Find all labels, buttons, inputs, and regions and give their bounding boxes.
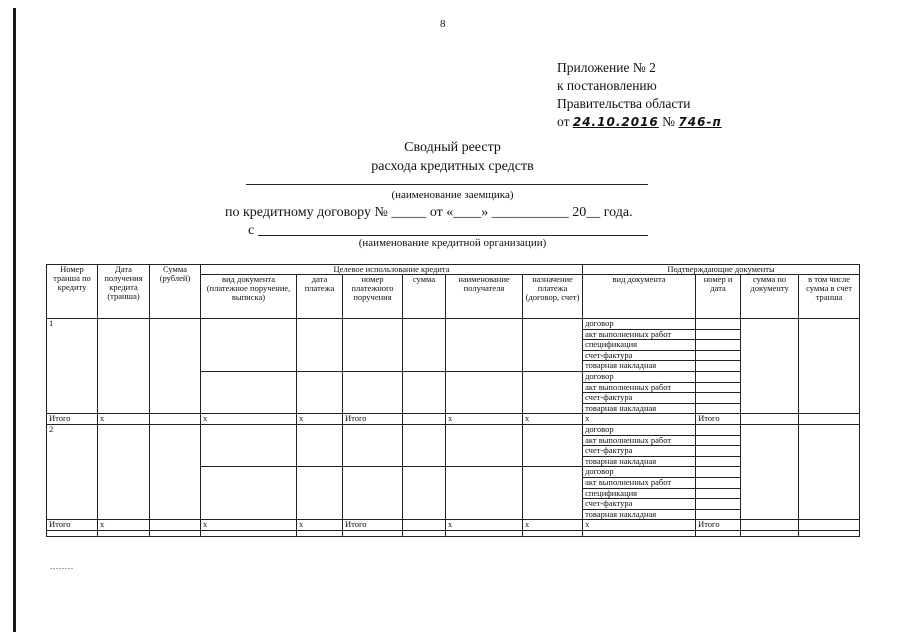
number-date-cell bbox=[696, 371, 741, 382]
payment-date-cell bbox=[297, 424, 343, 466]
number-date-cell bbox=[696, 488, 741, 499]
header-confirm-group: Подтверждающие документы bbox=[583, 265, 860, 275]
number-date-cell bbox=[696, 467, 741, 478]
number-date-cell bbox=[696, 393, 741, 404]
sum-cell bbox=[403, 467, 446, 520]
header-amount: Сумма (рублей) bbox=[150, 265, 201, 319]
number-date-cell bbox=[696, 509, 741, 520]
total-empty-cell bbox=[403, 520, 446, 531]
contract-line: по кредитному договору № _____ от «____» ___________ 20__ года. bbox=[225, 205, 633, 220]
header-number-date: номер и дата bbox=[696, 275, 741, 319]
number-date-cell bbox=[696, 424, 741, 435]
total-empty-cell bbox=[741, 520, 799, 531]
trailing-cell bbox=[150, 530, 201, 536]
binding-edge bbox=[13, 8, 16, 632]
number-date-cell bbox=[696, 361, 741, 372]
register-table bbox=[46, 264, 860, 537]
payment-order-cell bbox=[343, 319, 403, 372]
number-date-cell bbox=[696, 435, 741, 446]
payment-date-cell bbox=[297, 467, 343, 520]
confirm-doc-type-cell: счет-фактура bbox=[583, 350, 696, 361]
appendix-block bbox=[557, 59, 722, 131]
confirm-doc-type-cell: договор bbox=[583, 424, 696, 435]
payment-date-cell bbox=[297, 371, 343, 413]
trailing-cell bbox=[403, 530, 446, 536]
trailing-cell bbox=[696, 530, 741, 536]
page-number: 8 bbox=[440, 18, 446, 30]
doc-type-cell bbox=[201, 467, 297, 520]
total-x-cell: x bbox=[297, 414, 343, 425]
trailing-cell bbox=[47, 530, 98, 536]
recipient-cell bbox=[446, 424, 523, 466]
trailing-row bbox=[47, 530, 860, 536]
total-row bbox=[47, 520, 860, 531]
document-title-line2: расхода кредитных средств bbox=[371, 159, 534, 174]
table-row bbox=[47, 319, 860, 330]
number-date-cell bbox=[696, 350, 741, 361]
total-x-cell: x bbox=[201, 520, 297, 531]
total-x-cell: x bbox=[98, 520, 150, 531]
header-doc-type: вид документа (платежное поручение, выписка) bbox=[201, 275, 297, 319]
confirm-doc-type-cell: счет-фактура bbox=[583, 393, 696, 404]
purpose-cell bbox=[523, 467, 583, 520]
appendix-line1: Приложение № 2 bbox=[557, 60, 656, 75]
doc-type-cell bbox=[201, 319, 297, 372]
number-prefix: № bbox=[662, 114, 676, 129]
doc-type-cell bbox=[201, 371, 297, 413]
confirm-doc-type-cell: договор bbox=[583, 319, 696, 330]
header-sum: сумма bbox=[403, 275, 446, 319]
amount-cell bbox=[150, 319, 201, 414]
total-subtotal-cell: Итого bbox=[696, 520, 741, 531]
credit-org-line bbox=[258, 235, 648, 236]
confirm-doc-type-cell: товарная накладная bbox=[583, 403, 696, 414]
total-empty-cell bbox=[150, 414, 201, 425]
confirm-doc-type-cell: акт выполненных работ bbox=[583, 435, 696, 446]
confirm-doc-type-cell: счет-фактура bbox=[583, 499, 696, 510]
credit-org-caption: (наименование кредитной организации) bbox=[358, 237, 547, 249]
header-incl-account: в том числе сумма в счет транша bbox=[799, 275, 860, 319]
trailing-cell bbox=[98, 530, 150, 536]
confirm-doc-type-cell: товарная накладная bbox=[583, 509, 696, 520]
purpose-cell bbox=[523, 424, 583, 466]
total-label-cell: Итого bbox=[47, 414, 98, 425]
recipient-cell bbox=[446, 371, 523, 413]
recipient-cell bbox=[446, 319, 523, 372]
total-x-cell: x bbox=[297, 520, 343, 531]
sum-cell bbox=[403, 319, 446, 372]
tranche-number-cell: 1 bbox=[47, 319, 98, 414]
number-date-cell bbox=[696, 446, 741, 457]
confirm-doc-type-cell: акт выполненных работ bbox=[583, 382, 696, 393]
appendix-date-line bbox=[557, 113, 722, 131]
date-prefix: от bbox=[557, 114, 570, 129]
number-date-cell bbox=[696, 329, 741, 340]
header-recipient-name: наименование получателя bbox=[446, 275, 523, 319]
total-empty-cell bbox=[741, 414, 799, 425]
header-tranche-number: Номер транша по кредиту bbox=[47, 265, 98, 319]
header-receipt-date: Дата получения кредита (транша) bbox=[98, 265, 150, 319]
confirm-doc-type-cell: договор bbox=[583, 467, 696, 478]
header-confirm-doc-type: вид документа bbox=[583, 275, 696, 319]
confirm-doc-type-cell: спецификация bbox=[583, 488, 696, 499]
total-x-cell: x bbox=[98, 414, 150, 425]
header-doc-amount: сумма по документу bbox=[741, 275, 799, 319]
payment-order-cell bbox=[343, 467, 403, 520]
with-prefix: с bbox=[248, 223, 255, 238]
total-subtotal-cell: Итого bbox=[343, 414, 403, 425]
confirm-doc-type-cell: товарная накладная bbox=[583, 456, 696, 467]
receipt-date-cell bbox=[98, 319, 150, 414]
total-label-cell: Итого bbox=[47, 520, 98, 531]
header-payment-date: дата платежа bbox=[297, 275, 343, 319]
doc-type-cell bbox=[201, 424, 297, 466]
trailing-cell bbox=[741, 530, 799, 536]
appendix-line3: Правительства области bbox=[557, 96, 691, 111]
handwritten-date: 24.10.2016 bbox=[572, 115, 659, 129]
header-purpose-group: Целевое использование кредита bbox=[201, 265, 583, 275]
total-x-cell: x bbox=[583, 414, 696, 425]
number-date-cell bbox=[696, 477, 741, 488]
number-date-cell bbox=[696, 456, 741, 467]
number-date-cell bbox=[696, 403, 741, 414]
sum-cell bbox=[403, 424, 446, 466]
incl-account-cell bbox=[799, 424, 860, 519]
amount-cell bbox=[150, 424, 201, 519]
purpose-cell bbox=[523, 371, 583, 413]
total-x-cell: x bbox=[583, 520, 696, 531]
trailing-cell bbox=[201, 530, 297, 536]
total-x-cell: x bbox=[523, 414, 583, 425]
trailing-cell bbox=[523, 530, 583, 536]
confirm-doc-type-cell: акт выполненных работ bbox=[583, 329, 696, 340]
payment-order-cell bbox=[343, 371, 403, 413]
recipient-cell bbox=[446, 467, 523, 520]
total-empty-cell bbox=[150, 520, 201, 531]
trailing-cell bbox=[799, 530, 860, 536]
borrower-name-line bbox=[246, 184, 648, 185]
confirm-doc-type-cell: акт выполненных работ bbox=[583, 477, 696, 488]
receipt-date-cell bbox=[98, 424, 150, 519]
trailing-dots: ........ bbox=[50, 562, 74, 571]
total-empty-cell bbox=[799, 520, 860, 531]
confirm-doc-type-cell: товарная накладная bbox=[583, 361, 696, 372]
total-x-cell: x bbox=[523, 520, 583, 531]
trailing-cell bbox=[446, 530, 523, 536]
appendix-line2: к постановлению bbox=[557, 78, 657, 93]
total-empty-cell bbox=[403, 414, 446, 425]
total-subtotal-cell: Итого bbox=[343, 520, 403, 531]
total-subtotal-cell: Итого bbox=[696, 414, 741, 425]
total-empty-cell bbox=[799, 414, 860, 425]
doc-amount-cell bbox=[741, 319, 799, 414]
header-payment-order-number: номер платежного поручения bbox=[343, 275, 403, 319]
trailing-cell bbox=[343, 530, 403, 536]
number-date-cell bbox=[696, 319, 741, 330]
number-date-cell bbox=[696, 340, 741, 351]
total-row bbox=[47, 414, 860, 425]
tranche-number-cell: 2 bbox=[47, 424, 98, 519]
incl-account-cell bbox=[799, 319, 860, 414]
sum-cell bbox=[403, 371, 446, 413]
header-payment-purpose: назначение платежа (договор, счет) bbox=[523, 275, 583, 319]
trailing-cell bbox=[297, 530, 343, 536]
handwritten-number: 746-п bbox=[678, 115, 722, 129]
borrower-caption: (наименование заемщика) bbox=[391, 189, 514, 201]
confirm-doc-type-cell: договор bbox=[583, 371, 696, 382]
total-x-cell: x bbox=[446, 520, 523, 531]
doc-amount-cell bbox=[741, 424, 799, 519]
total-x-cell: x bbox=[201, 414, 297, 425]
confirm-doc-type-cell: спецификация bbox=[583, 340, 696, 351]
document-title-line1: Сводный реестр bbox=[404, 140, 501, 155]
number-date-cell bbox=[696, 499, 741, 510]
table-row bbox=[47, 424, 860, 435]
total-x-cell: x bbox=[446, 414, 523, 425]
number-date-cell bbox=[696, 382, 741, 393]
payment-order-cell bbox=[343, 424, 403, 466]
trailing-cell bbox=[583, 530, 696, 536]
purpose-cell bbox=[523, 319, 583, 372]
payment-date-cell bbox=[297, 319, 343, 372]
confirm-doc-type-cell: счет-фактура bbox=[583, 446, 696, 457]
